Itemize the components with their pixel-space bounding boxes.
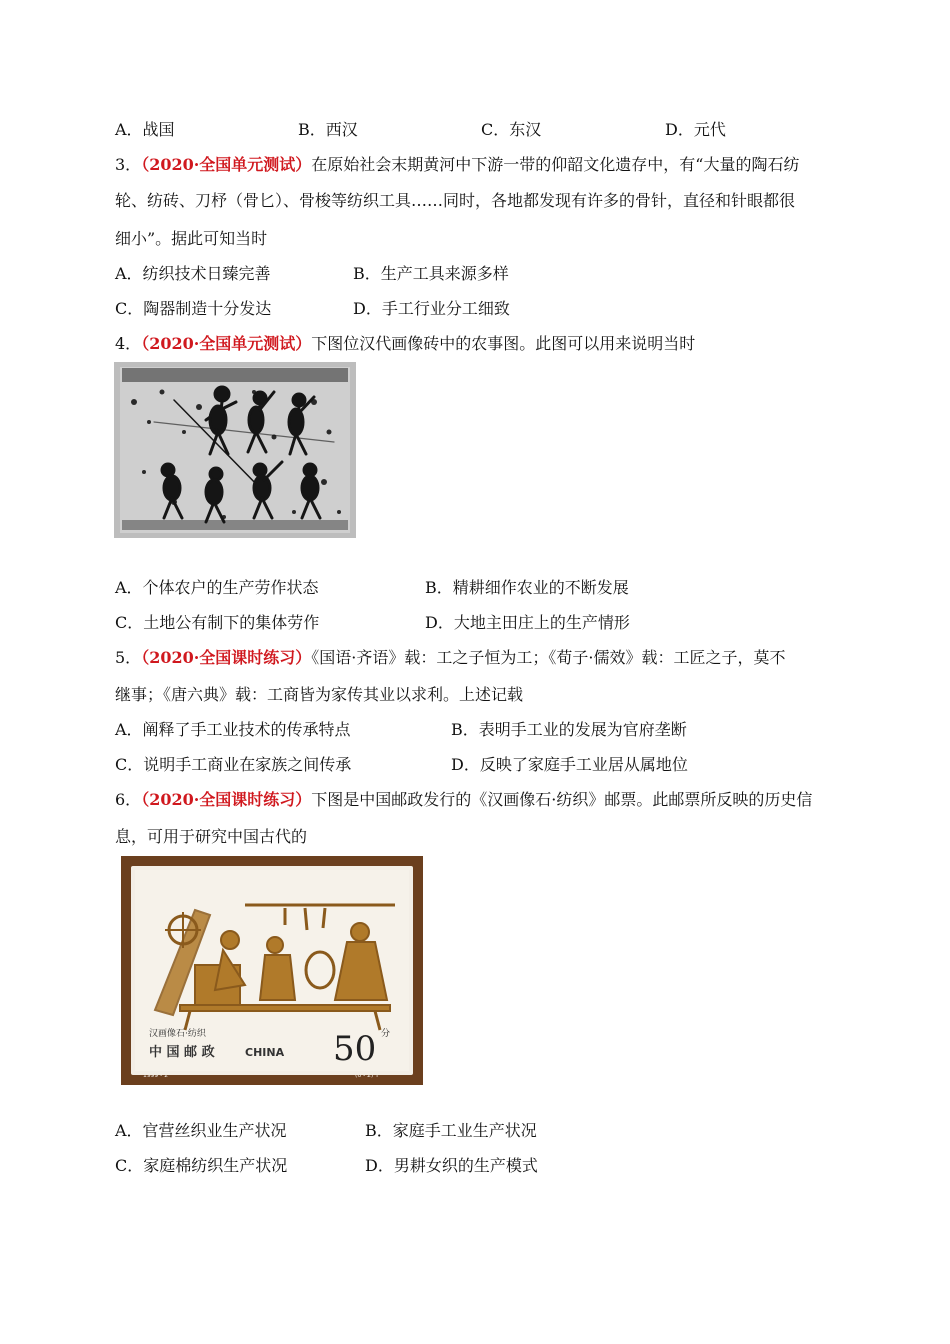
q3-option-b: B．生产工具来源多样: [353, 264, 509, 283]
stamp-code-left: 1999 - 2: [143, 1072, 169, 1079]
q4-text-1: 下图位汉代画像砖中的农事图。此图可以用来说明当时: [311, 334, 696, 353]
stamp-code-right: (6 - 2) T: [355, 1072, 379, 1079]
q5-number: 5．: [115, 648, 142, 667]
q6-number: 6．: [115, 790, 142, 809]
q6-stem-line1: [115, 787, 812, 810]
q6-option-a: A．官营丝织业生产状况: [115, 1121, 287, 1140]
q4-option-b: B．精耕细作农业的不断发展: [425, 578, 629, 597]
q4-option-d: D．大地主田庄上的生产情形: [425, 613, 630, 632]
q6-stem-line2: 息，可用于研究中国古代的: [115, 827, 308, 846]
q4-option-a: A．个体农户的生产劳作状态: [115, 578, 319, 597]
q5-stem-line2: 继事；《唐六典》载：工商皆为家传其业以求利。上述记载: [115, 685, 524, 704]
q5-text-1: 《国语·齐语》载：工之子恒为工；《荀子·儒效》载：工匠之子，莫不: [311, 648, 786, 667]
q2-option-a: A．战国: [115, 120, 175, 139]
q6-option-b: B．家庭手工业生产状况: [365, 1121, 537, 1140]
q4-source: （2020·全国单元测试）: [141, 334, 312, 353]
q5-option-b: B．表明手工业的发展为官府垄断: [451, 720, 687, 739]
han-weaving-stamp-image: [121, 856, 423, 1085]
q2-option-d: D．元代: [665, 120, 726, 139]
stamp-issuer: 中 国 邮 政: [149, 1045, 215, 1060]
q3-stem-line1: [115, 152, 799, 175]
q2-option-b: B．西汉: [298, 120, 358, 139]
q6-option-c: C．家庭棉纺织生产状况: [115, 1156, 288, 1175]
q3-number: 3．: [115, 155, 142, 174]
q5-stem-line1: [115, 645, 785, 668]
q3-text-1: 在原始社会末期黄河中下游一带的仰韶文化遗存中，有“大量的陶石纺: [311, 155, 800, 174]
q3-option-c: C．陶器制造十分发达: [115, 299, 272, 318]
q6-option-d: D．男耕女织的生产模式: [365, 1156, 538, 1175]
q3-option-a: A．纺织技术日臻完善: [115, 264, 271, 283]
q5-option-a: A．阐释了手工业技术的传承特点: [115, 720, 351, 739]
q4-number: 4．: [115, 334, 142, 353]
stamp-country: CHINA: [245, 1046, 285, 1059]
q6-text-1: 下图是中国邮政发行的《汉画像石·纺织》邮票。此邮票所反映的历史信: [311, 790, 813, 809]
q5-option-d: D．反映了家庭手工业居从属地位: [451, 755, 688, 774]
q3-stem-line3: 细小”。据此可知当时: [115, 229, 268, 248]
q3-option-d: D．手工行业分工细致: [353, 299, 510, 318]
stamp-unit: 分: [381, 1029, 391, 1039]
q5-option-c: C．说明手工商业在家族之间传承: [115, 755, 352, 774]
q3-source: （2020·全国单元测试）: [141, 155, 312, 174]
q2-option-c: C．东汉: [481, 120, 542, 139]
stamp-title: 汉画像石·纺织: [149, 1029, 206, 1039]
q6-source: （2020·全国课时练习）: [141, 790, 312, 809]
stamp-value: 50: [333, 1029, 377, 1069]
q4-stem-line1: [115, 331, 695, 354]
han-brick-farming-image: [114, 362, 356, 538]
q5-source: （2020·全国课时练习）: [141, 648, 312, 667]
q4-option-c: C．土地公有制下的集体劳作: [115, 613, 320, 632]
q3-stem-line2: 轮、纺砖、刀杼（骨匕）、骨梭等纺织工具……同时，各地都发现有许多的骨针，直径和针眼都很: [115, 191, 796, 210]
